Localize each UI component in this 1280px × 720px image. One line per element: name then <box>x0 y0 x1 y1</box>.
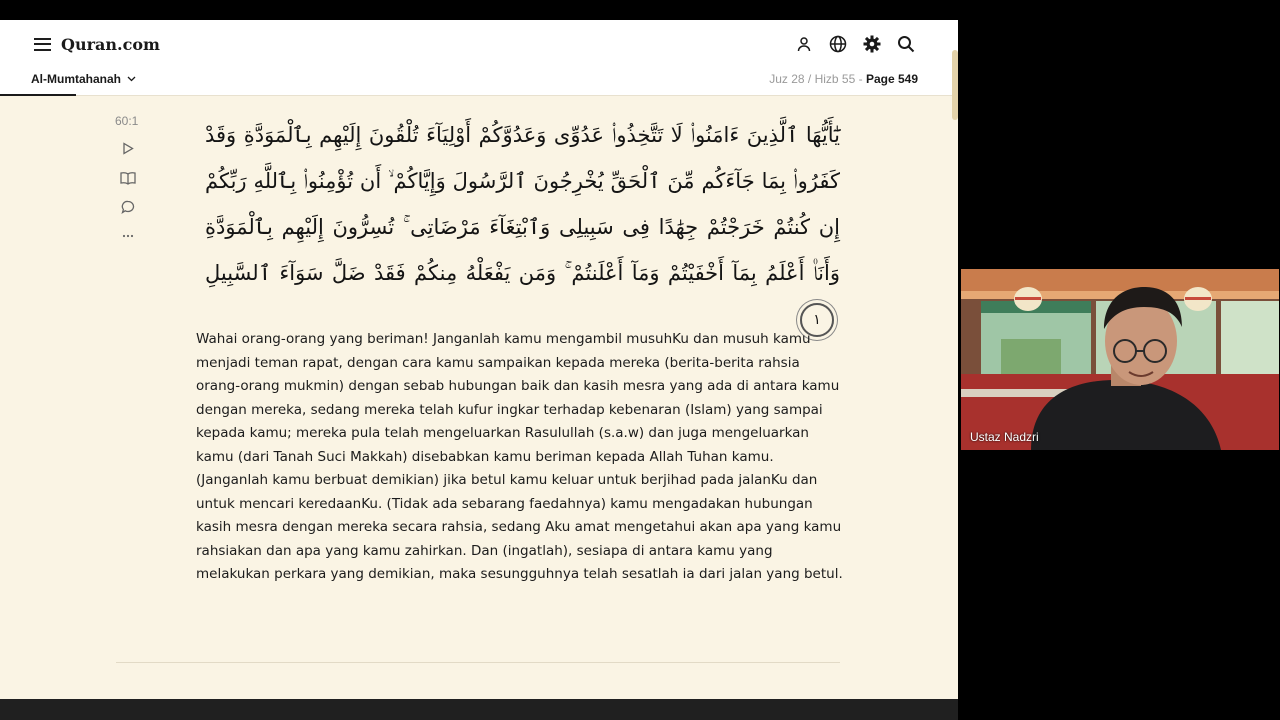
arabic-verse-text <box>205 112 840 342</box>
screen-bottom-bar <box>0 699 958 720</box>
user-icon[interactable] <box>794 34 814 54</box>
scrollbar-thumb[interactable] <box>952 50 958 120</box>
juz-hizb-label: Juz 28 / Hizb 55 - <box>769 72 866 86</box>
participant-name: Ustaz Nadzri <box>970 430 1039 444</box>
surah-selector[interactable] <box>31 72 136 86</box>
more-icon[interactable] <box>120 227 136 244</box>
webcam-scene <box>961 269 1279 450</box>
context-bar <box>0 68 958 96</box>
play-icon[interactable] <box>120 140 136 157</box>
verse-divider <box>116 662 840 663</box>
surah-name: Al-Mumtahanah <box>31 72 121 86</box>
verse-translation: Wahai orang-orang yang beriman! Janganlah kamu mengambil musuhKu dan musuh kamu menjadi teman rapat, dengan cara kamu sampaikan kepada mereka (berita-berita rahsia orang-orang mukmin) dengan sebab hubungan baik dan kasih mesra yang ada di antara kamu dengan mereka, sedang mereka telah kufur ingkar terhadap kebenaran (Islam) yang sampai kepada kamu; mereka pula telah mengeluarkan Rasulullah (s.a.w) dan juga mengeluarkan kamu (dari Tanah Suci Makkah) disebabkan kamu beriman kepada Allah Tuhan kamu. (Janganlah kamu berbuat demikian) jika betul kamu keluar untuk berjihad pada jalanKu dan untuk mencari keredaanKu. (Tidak ada sebarang faedahnya) kamu mengadakan hubungan kasih mesra dengan mereka secara rahsia, sedang Aku amat mengetahui akan apa yang kamu rahsiakan dan apa yang kamu zahirkan. Dan (ingatlah), sesiapa di antara kamu yang melakukan perkara yang demikian, maka sesungguhnya telah sesatlah ia dari jalan yang betul. <box>196 331 843 582</box>
arabic-text: يَٰٓأَيُّهَا ٱلَّذِينَ ءَامَنُوا۟ لَا تَتَّخِذُوا۟ عَدُوِّى وَعَدُوَّكُمْ أَوْلِيَآءَ تُلْقُونَ إِلَيْهِم بِٱلْمَوَدَّةِ وَقَدْ كَفَرُوا۟ بِمَا جَآءَكُم مِّنَ ٱلْحَقِّ يُخْرِجُونَ ٱلرَّسُولَ وَإِيَّاكُمْ ۙ أَن تُؤْمِنُوا۟ بِٱللَّهِ رَبِّكُمْ إِن كُنتُمْ خَرَجْتُمْ جِهَٰدًا فِى سَبِيلِى وَٱبْتِغَآءَ مَرْضَاتِى ۚ تُسِرُّونَ إِلَيْهِم بِٱلْمَوَدَّةِ وَأَنَا۠ أَعْلَمُ بِمَآ أَخْفَيْتُمْ وَمَآ أَعْلَنتُمْ ۚ وَمَن يَفْعَلْهُ مِنكُمْ فَقَدْ ضَلَّ سَوَآءَ ٱلسَّبِيلِ <box>205 123 840 285</box>
search-icon[interactable] <box>896 34 916 54</box>
ayah-end-marker: ١ <box>800 303 834 337</box>
gear-icon[interactable] <box>862 34 882 54</box>
verse-actions <box>120 140 136 244</box>
menu-icon[interactable] <box>34 38 51 51</box>
reading-progress-bar <box>0 94 76 96</box>
webcam-video <box>961 269 1279 450</box>
globe-icon[interactable] <box>828 34 848 54</box>
book-icon[interactable] <box>120 169 136 186</box>
shared-screen <box>0 20 958 699</box>
chevron-down-icon <box>127 76 136 82</box>
verse-key[interactable]: 60:1 <box>115 114 139 128</box>
top-navbar <box>0 20 958 68</box>
page-info <box>769 72 918 86</box>
comment-icon[interactable] <box>120 198 136 215</box>
site-logo[interactable]: Quran.com <box>61 34 160 54</box>
navbar-actions <box>794 34 916 54</box>
page-number: Page 549 <box>865 72 918 86</box>
